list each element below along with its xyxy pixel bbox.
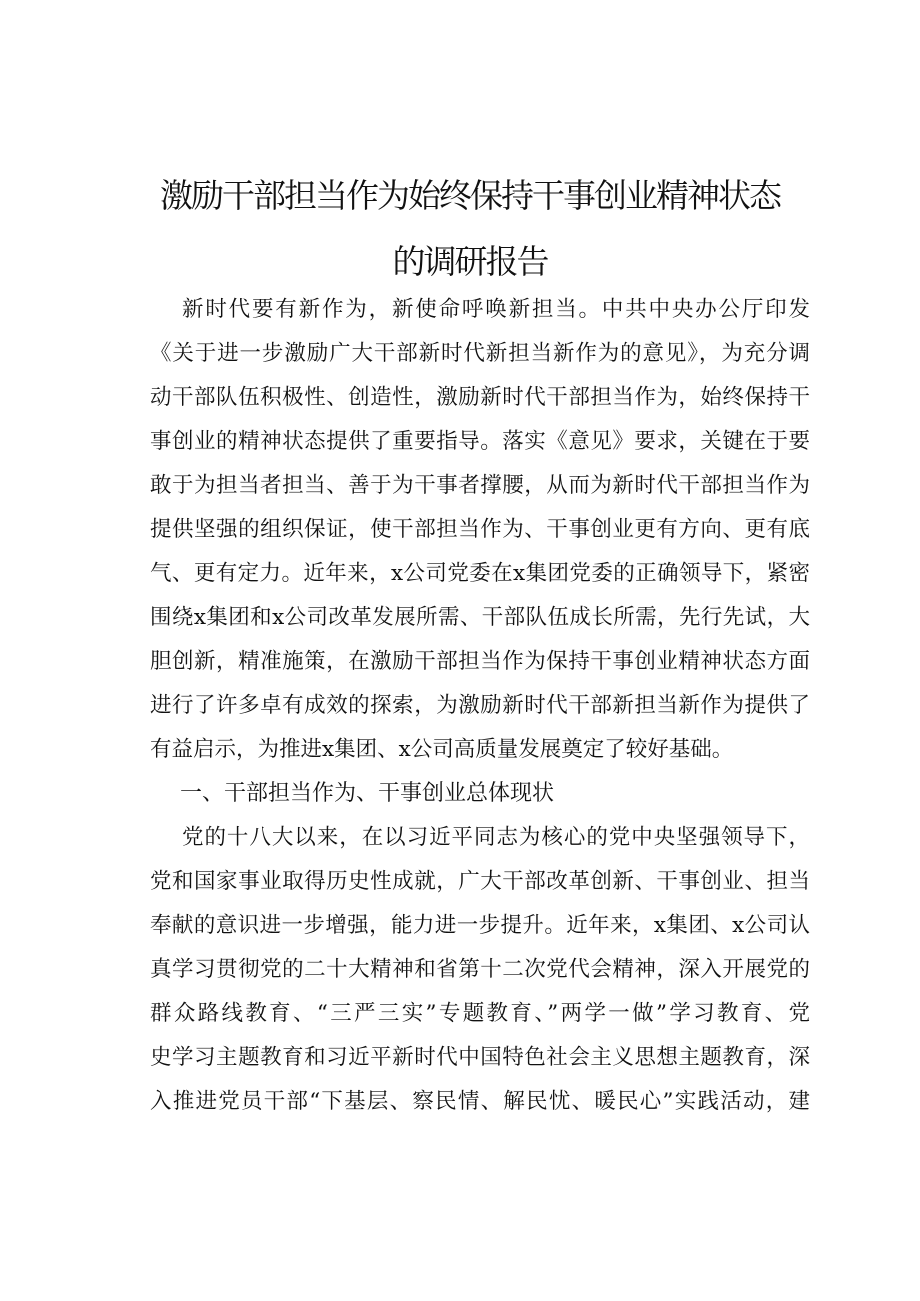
section-paragraph-line: 真学习贯彻党的二十大精神和省第十二次党代会精神，深入开展党的 [150,957,810,982]
intro-paragraph-line: 有益启示，为推进x集团、x公司高质量发展奠定了较好基础。 [150,737,734,762]
section-paragraph-line: 党和国家事业取得历史性成就，广大干部改革创新、干事创业、担当 [150,869,810,894]
intro-paragraph-line: 敢于为担当者担当、善于为干事者撑腰，从而为新时代干部担当作为 [150,473,810,498]
intro-paragraph-line: 《关于进一步激励广大干部新时代新担当新作为的意见》，为充分调 [150,341,810,366]
intro-paragraph-line: 事创业的精神状态提供了重要指导。落实《意见》要求，关键在于要 [150,429,810,454]
document-title-line-2: 的调研报告 [392,242,548,281]
intro-paragraph-line: 进行了许多卓有成效的探索，为激励新时代干部新担当新作为提供了 [150,693,810,718]
section-paragraph-line: 群众路线教育、“三严三实”专题教育、”两学一做”学习教育、党 [150,1001,810,1026]
intro-paragraph-line: 围绕x集团和x公司改革发展所需、干部队伍成长所需，先行先试，大 [150,605,810,630]
section-heading: 一、干部担当作为、干事创业总体现状 [180,781,555,806]
document-title-line-1: 激励干部担当作为始终保持干事创业精神状态 [160,176,780,215]
intro-paragraph-line: 新时代要有新作为，新使命呼唤新担当。中共中央办公厅印发 [182,297,810,322]
section-paragraph-line: 党的十八大以来，在以习近平同志为核心的党中央坚强领导下， [182,825,810,850]
intro-paragraph-line: 动干部队伍积极性、创造性，激励新时代干部担当作为，始终保持干 [150,385,810,410]
intro-paragraph-line: 胆创新，精准施策，在激励干部担当作为保持干事创业精神状态方面 [150,649,810,674]
section-paragraph-line: 入推进党员干部“下基层、察民情、解民忧、暖民心”实践活动，建 [150,1089,810,1114]
intro-paragraph-line: 提供坚强的组织保证，使干部担当作为、干事创业更有方向、更有底 [150,517,810,542]
intro-paragraph-line: 气、更有定力。近年来，x公司党委在x集团党委的正确领导下，紧密 [150,561,810,586]
section-paragraph-line: 奉献的意识进一步增强，能力进一步提升。近年来，x集团、x公司认 [150,913,810,938]
section-paragraph-line: 史学习主题教育和习近平新时代中国特色社会主义思想主题教育，深 [150,1045,810,1070]
